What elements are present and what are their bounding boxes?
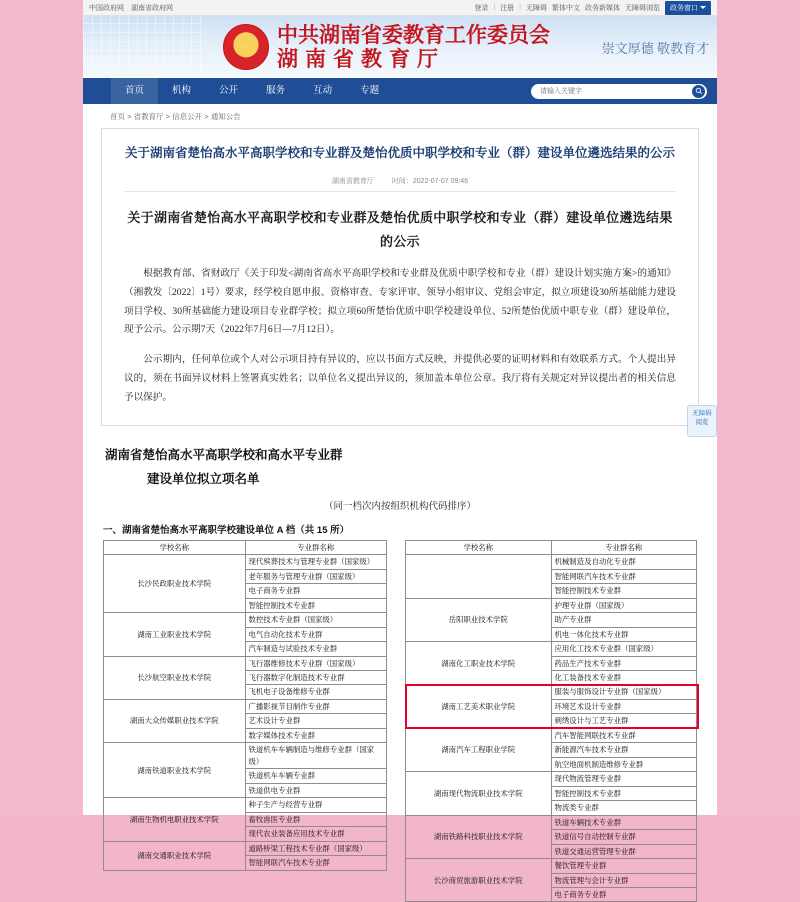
- cell-major: 电子商务专业群: [551, 888, 697, 902]
- barrier-free-browse-link[interactable]: 无障碍浏览: [625, 4, 660, 12]
- breadcrumb-sep: >: [165, 112, 171, 121]
- table-right-wrapper: [405, 540, 697, 902]
- cell-major: 机械制造及自动化专业群: [551, 555, 697, 569]
- new-media-link[interactable]: 政务新媒体: [585, 4, 620, 12]
- cell-major: 智能网联汽车技术专业群: [551, 569, 697, 583]
- gov-bar-right-links: [474, 1, 711, 15]
- col-school-name: 学校名称: [104, 540, 246, 554]
- table-left: [103, 540, 387, 871]
- cell-major: 铁道机车车辆专业群: [245, 769, 387, 783]
- search-input[interactable]: [538, 87, 692, 96]
- table-right: [405, 540, 697, 902]
- cell-school: 湖南工业职业技术学院: [104, 613, 246, 656]
- cell-major: 现代农业装备应用技术专业群: [245, 827, 387, 841]
- traditional-chinese-link[interactable]: 繁体中文: [552, 4, 580, 12]
- cell-school: 湖南化工职业技术学院: [406, 642, 552, 685]
- cell-major: 数字媒体技术专业群: [245, 728, 387, 742]
- gov-bar-left-links: [89, 3, 173, 13]
- cell-major: 老年服务与管理专业群（国家级）: [245, 569, 387, 583]
- cell-major: 铁道机车车辆制造与维修专业群（国家级）: [245, 743, 387, 769]
- table-row: [406, 772, 697, 786]
- cell-major: 助产专业群: [551, 613, 697, 627]
- cell-major: 刺绣设计与工艺专业群: [551, 714, 697, 728]
- cell-school: 长沙民政职业技术学院: [104, 555, 246, 613]
- accessibility-widget-line2: 阅览: [695, 418, 709, 426]
- cell-major: 新能源汽车技术专业群: [551, 743, 697, 757]
- table-row-highlighted: [406, 685, 697, 699]
- cell-major: 物流类专业群: [551, 801, 697, 815]
- cell-school: 岳阳职业技术学院: [406, 598, 552, 641]
- cell-major: 汽车智能网联技术专业群: [551, 728, 697, 742]
- breadcrumb-item-dept[interactable]: 省教育厅: [133, 112, 164, 121]
- article-card-title: 关于湖南省楚怡高水平高职学校和专业群及楚怡优质中职学校和专业（群）建设单位遴选结果的公示: [124, 146, 675, 160]
- table-header-row: [104, 540, 387, 554]
- cell-major: 数控技术专业群（国家级）: [245, 613, 387, 627]
- breadcrumb-sep: >: [204, 112, 209, 121]
- cell-major: 电子商务专业群: [245, 584, 387, 598]
- login-link[interactable]: 登录: [474, 4, 489, 12]
- cell-school: 湖南汽车工程职业学院: [406, 728, 552, 771]
- breadcrumb-item-home[interactable]: 首页: [110, 112, 125, 121]
- breadcrumb-sep: >: [127, 112, 132, 121]
- accessibility-link[interactable]: 无障碍: [526, 4, 547, 12]
- table-header-row: [406, 540, 697, 554]
- gov-window-button[interactable]: [665, 1, 711, 15]
- cell-major: 药品生产技术专业群: [551, 656, 697, 670]
- cell-major: 航空地面机制造维修专业群: [551, 757, 697, 771]
- cell-major: 护理专业群（国家级）: [551, 598, 697, 612]
- chevron-down-icon: [700, 6, 706, 9]
- cell-major: 电气自动化技术专业群: [245, 627, 387, 641]
- table-row: [406, 815, 697, 829]
- cell-major: 飞行器数字化制造技术专业群: [245, 670, 387, 684]
- cell-major: 环境艺术设计专业群: [551, 699, 697, 713]
- cell-school: 长沙商贸旅游职业技术学院: [406, 859, 552, 902]
- search-box[interactable]: [531, 84, 707, 99]
- article-paragraph-1: 根据教育部、省财政厅《关于印发<湖南省高水平高职学校和专业群及优质中职学校和专业（群）建设计划实施方案>的通知》（湘教发〔2022〕1号）要求，经学校自愿申报、资格审查、专家评审、领导小组审议、党组会审定，拟立项建设30所基础能力建设项目学校、30所基础能力建设项目专业群学校；拟立项60所楚怡优质中职学校建设单位、52所楚怡优质中职专业（群）建设单位，现予公示。公示期7天（2022年7月6日—7月12日）。: [124, 268, 676, 336]
- cell-major: 道路桥梁工程技术专业群（国家级）: [245, 841, 387, 855]
- gov-link-china[interactable]: 中国政府网: [89, 4, 124, 12]
- list-section-title: [105, 444, 717, 492]
- table-row: [104, 613, 387, 627]
- article-meta: [124, 176, 676, 192]
- nav-item-service[interactable]: 服务: [266, 85, 286, 96]
- accessibility-widget[interactable]: [687, 405, 717, 437]
- breadcrumb-item-notice[interactable]: 通知公告: [210, 112, 241, 121]
- cell-major: 机电一体化技术专业群: [551, 627, 697, 641]
- table-row: [104, 841, 387, 855]
- cell-major: 智能控制技术专业群: [245, 598, 387, 612]
- cell-major: 铁道供电专业群: [245, 783, 387, 797]
- cell-major: 汽车制造与试验技术专业群: [245, 642, 387, 656]
- cell-major: 飞行器维修技术专业群（国家级）: [245, 656, 387, 670]
- cell-school: 湖南现代物流职业技术学院: [406, 772, 552, 815]
- divider: |: [493, 4, 496, 11]
- cell-major: 服装与服饰设计专业群（国家级）: [551, 685, 697, 699]
- cell-major: 种子生产与经营专业群: [245, 798, 387, 812]
- breadcrumb: [83, 104, 717, 128]
- table-row: [104, 798, 387, 812]
- banner-calligraphy: 崇文厚德 敬教育才: [601, 40, 709, 56]
- cell-major: 应用化工技术专业群（国家级）: [551, 642, 697, 656]
- site-title-line2: 湖南省教育厅: [277, 47, 445, 71]
- cell-school-highlighted: 湖南工艺美术职业学院: [406, 685, 552, 728]
- cell-school: 湖南铁道职业技术学院: [104, 743, 246, 798]
- gov-window-button-label: 政务窗口: [670, 4, 698, 12]
- cell-school: 湖南生物机电职业技术学院: [104, 798, 246, 841]
- gov-link-hunan[interactable]: 湖南省政府网: [131, 4, 173, 12]
- table-row: [406, 859, 697, 873]
- document-title: 关于湖南省楚怡高水平高职学校和专业群及楚怡优质中职学校和专业（群）建设单位遴选结果的公示: [127, 210, 673, 250]
- article-time: 2022-07-07 09:46: [412, 178, 469, 186]
- main-nav: [83, 78, 717, 104]
- nav-item-topic[interactable]: 专题: [360, 85, 380, 96]
- national-emblem-icon: [223, 24, 269, 70]
- nav-item-org[interactable]: 机构: [172, 85, 192, 96]
- cell-major: 餐饮管理专业群: [551, 859, 697, 873]
- cell-major: 化工装备技术专业群: [551, 670, 697, 684]
- cell-major: 铁道车辆技术专业群: [551, 815, 697, 829]
- star-glyph: ★: [239, 38, 253, 56]
- table-row: [104, 743, 387, 769]
- cell-major: 飞机电子设备维修专业群: [245, 685, 387, 699]
- article-paragraph-2: 公示期内，任何单位或个人对公示项目持有异议的，应以书面方式反映，并提供必要的证明材料和有效联系方式。个人提出异议的，须在书面异议材料上签署真实姓名；以单位名义提出异议的，须加盖本单位公章。我厅将有关规定对异议提出者的相关信息予以保护。: [124, 354, 676, 403]
- nav-item-open[interactable]: 公开: [219, 85, 239, 96]
- accessibility-widget-line1: 无障碍: [692, 410, 712, 417]
- banner-grid-decoration: [83, 16, 203, 78]
- article-card: [101, 128, 699, 426]
- list-section-subtitle: （同一档次内按组织机构代码排序）: [323, 500, 476, 512]
- col-major-name: 专业群名称: [551, 540, 697, 554]
- cell-school: [406, 555, 552, 598]
- cell-major: 智能控制技术专业群: [551, 584, 697, 598]
- list-section-title-line1: 湖南省楚怡高水平高职学校和高水平专业群: [105, 448, 343, 463]
- table-row: [104, 699, 387, 713]
- content-column: [83, 0, 717, 900]
- cell-major: 智能网联汽车技术专业群: [245, 856, 387, 870]
- article-source: 湖南省教育厅: [331, 178, 374, 186]
- table-row: [406, 598, 697, 612]
- site-title-line1: 中共湖南省委教育工作委员会: [277, 22, 550, 47]
- cell-major: 艺术设计专业群: [245, 714, 387, 728]
- col-major-name: 专业群名称: [245, 540, 387, 554]
- cell-major: 广播影视节目制作专业群: [245, 699, 387, 713]
- site-title-block: [277, 24, 550, 70]
- site-banner: [83, 16, 717, 78]
- gov-top-bar: [83, 0, 717, 16]
- nav-item-home[interactable]: 首页: [111, 78, 158, 104]
- cell-school: 长沙航空职业技术学院: [104, 656, 246, 699]
- cell-school: 湖南交通职业技术学院: [104, 841, 246, 870]
- cell-school: 湖南大众传媒职业技术学院: [104, 699, 246, 742]
- search-icon[interactable]: [692, 85, 705, 98]
- cell-major: 物流管理与会计专业群: [551, 873, 697, 887]
- cell-school: 湖南铁路科技职业技术学院: [406, 815, 552, 858]
- divider: |: [519, 4, 521, 11]
- article-time-label: 时间：: [391, 178, 413, 186]
- table-row: [406, 642, 697, 656]
- breadcrumb-item-disclosure[interactable]: 信息公开: [172, 112, 203, 121]
- cell-major: 铁道交通运营管理专业群: [551, 844, 697, 858]
- list-section-title-line2: 建设单位拟立项名单: [147, 472, 260, 487]
- list-section-caption: 一、湖南省楚怡高水平高职学校建设单位 A 档（共 15 所）: [103, 524, 350, 536]
- col-school-name: 学校名称: [406, 540, 552, 554]
- cell-major: 智能控制技术专业群: [551, 786, 697, 800]
- cell-major: 现代物流管理专业群: [551, 772, 697, 786]
- table-row: [406, 728, 697, 742]
- cell-major: 现代殡葬技术与管理专业群（国家级）: [245, 555, 387, 569]
- tables-wrapper: [83, 540, 717, 902]
- cell-major: 畜牧兽医专业群: [245, 812, 387, 826]
- table-row: [104, 656, 387, 670]
- cell-major: 铁道信号自动控制专业群: [551, 830, 697, 844]
- nav-item-interaction[interactable]: 互动: [313, 85, 333, 96]
- table-row: [104, 555, 387, 569]
- register-link[interactable]: 注册: [500, 4, 515, 12]
- table-row: [406, 555, 697, 569]
